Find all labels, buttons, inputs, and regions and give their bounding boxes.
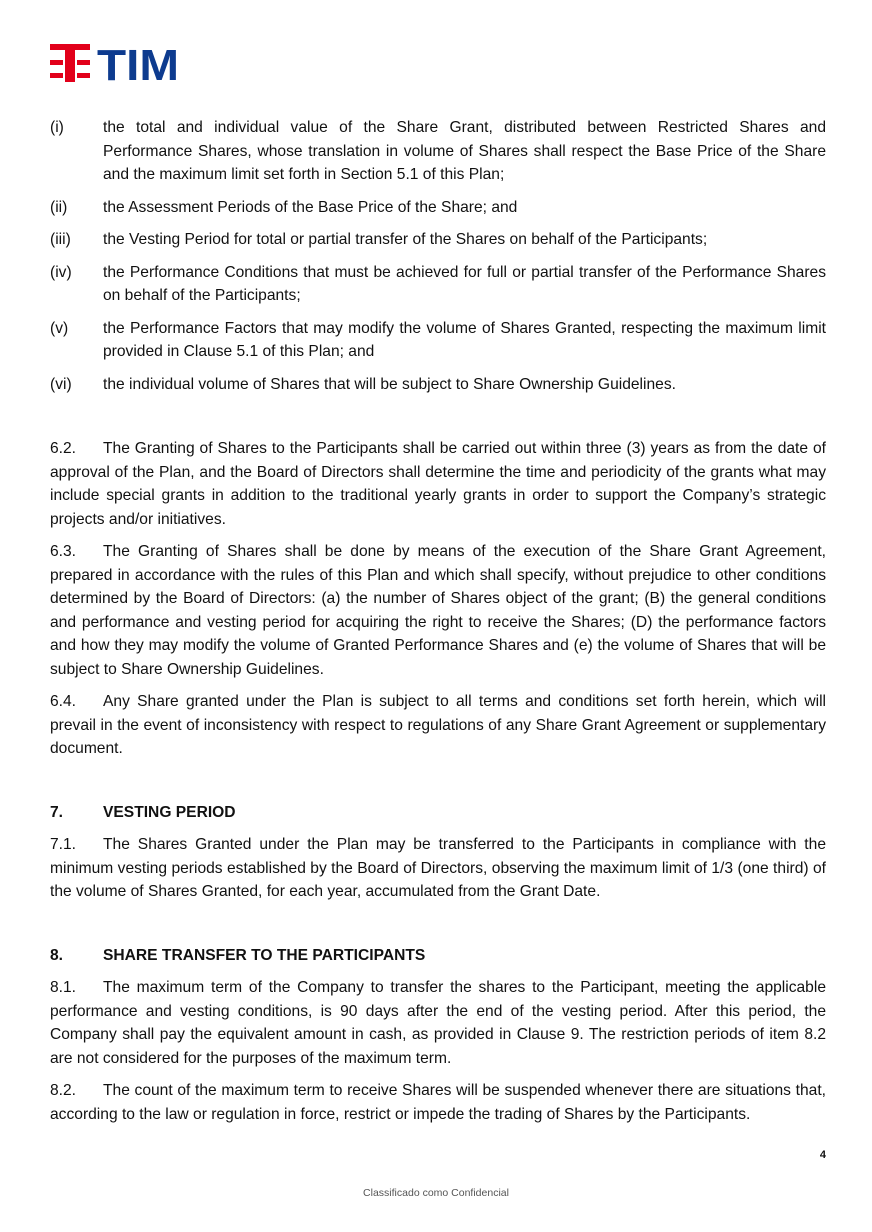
clause-number: 6.4. (50, 693, 77, 710)
grant-agreement-list (50, 116, 826, 396)
clause-number: 6.2. (50, 440, 77, 457)
section-number: 7. (50, 803, 64, 821)
list-item-number: (iv) (50, 263, 72, 281)
clause-text: The count of the maximum term to receive Shares will be suspended whenever there are situations that, according to the law or regulation in force, restrict or impede the trading of Shares by the Participants. (50, 1082, 826, 1123)
list-item (50, 373, 826, 397)
section-title: VESTING PERIOD (103, 803, 236, 821)
list-item-number: (ii) (50, 198, 68, 216)
clause-7-1 (50, 833, 826, 904)
section-title: SHARE TRANSFER TO THE PARTICIPANTS (103, 946, 426, 964)
clause-8-2 (50, 1079, 826, 1126)
list-item (50, 261, 826, 308)
section-heading-vesting-period (50, 801, 826, 825)
list-item-text: the Performance Conditions that must be achieved for full or partial transfer of the Performance Shares on behalf of the Participants; (103, 263, 826, 304)
list-item-text: the individual volume of Shares that will be subject to Share Ownership Guidelines. (103, 375, 676, 393)
list-item-text: the Vesting Period for total or partial transfer of the Shares on behalf of the Participants; (103, 231, 708, 248)
list-item-text: the Performance Factors that may modify the volume of Shares Granted, respecting the maximum limit provided in Clause 5.1 of this Plan; and (103, 319, 826, 360)
clause-number: 8.1. (50, 979, 77, 996)
tim-logo-text: TIM (97, 44, 179, 82)
clause-text: The Granting of Shares to the Participants shall be carried out within three (3) years as from the date of approval of the Plan, and the Board of Directors shall determine the time and periodicity of the grants what may include special grants in addition to the traditional yearly grants in order to support the Company’s strategic projects and/or initiatives. (50, 440, 826, 528)
clause-6-4 (50, 690, 826, 761)
tim-logo-mark (50, 44, 90, 82)
clause-text: The Shares Granted under the Plan may be transferred to the Participants in compliance with the minimum vesting periods established by the Board of Directors, observing the maximum limit of 1/3 (one third) of the volume of Shares Granted, for each year, accumulated from the Grant Date. (50, 836, 826, 900)
list-item (50, 116, 826, 187)
document-body (50, 116, 826, 1135)
clause-number: 7.1. (50, 836, 77, 853)
page-number: 4 (819, 1149, 826, 1161)
clause-8-1 (50, 976, 826, 1070)
clause-6-2 (50, 437, 826, 531)
clause-text: Any Share granted under the Plan is subject to all terms and conditions set forth herein, which will prevail in the event of inconsistency with respect to regulations of any Share Grant Agreement or supplementary document. (50, 693, 826, 757)
clause-number: 6.3. (50, 543, 77, 560)
list-item (50, 317, 826, 364)
clause-text: The maximum term of the Company to transfer the shares to the Participant, meeting the applicable performance and vesting conditions, is 90 days after the end of the vesting period. After this period, the Company shall pay the equivalent amount in cash, as provided in Clause 9. The restriction periods of item 8.2 are not considered for the purposes of the maximum term. (50, 979, 826, 1067)
list-item-number: (i) (50, 119, 64, 136)
section-number: 8. (50, 946, 64, 964)
list-item (50, 228, 826, 252)
clause-number: 8.2. (50, 1082, 77, 1099)
tim-logo (50, 44, 180, 82)
list-item-number: (vi) (50, 375, 72, 393)
list-item-number: (iii) (50, 231, 71, 248)
clause-text: The Granting of Shares shall be done by means of the execution of the Share Grant Agreement, prepared in accordance with the rules of this Plan and which shall specify, without prejudice to other conditions determined by the Board of Directors: (a) the number of Shares object of the grant; (B) the general conditions and performance and vesting period for acquiring the right to receive the Shares; (D) the performance factors and how they may modify the volume of Granted Performance Shares and (e) the volume of Shares that will be subject to Share Ownership Guidelines. (50, 543, 826, 678)
classification-footer: Classificado como Confidencial (363, 1187, 509, 1199)
section-heading-share-transfer (50, 944, 826, 968)
list-item-text: the Assessment Periods of the Base Price of the Share; and (103, 198, 518, 216)
list-item-number: (v) (50, 319, 69, 337)
list-item (50, 196, 826, 220)
clause-6-3 (50, 540, 826, 681)
list-item-text: the total and individual value of the Share Grant, distributed between Restricted Shares and Performance Shares, whose translation in volume of Shares shall respect the Base Price of the Share and the maximum limit set forth in Section 5.1 of this Plan; (103, 119, 826, 183)
